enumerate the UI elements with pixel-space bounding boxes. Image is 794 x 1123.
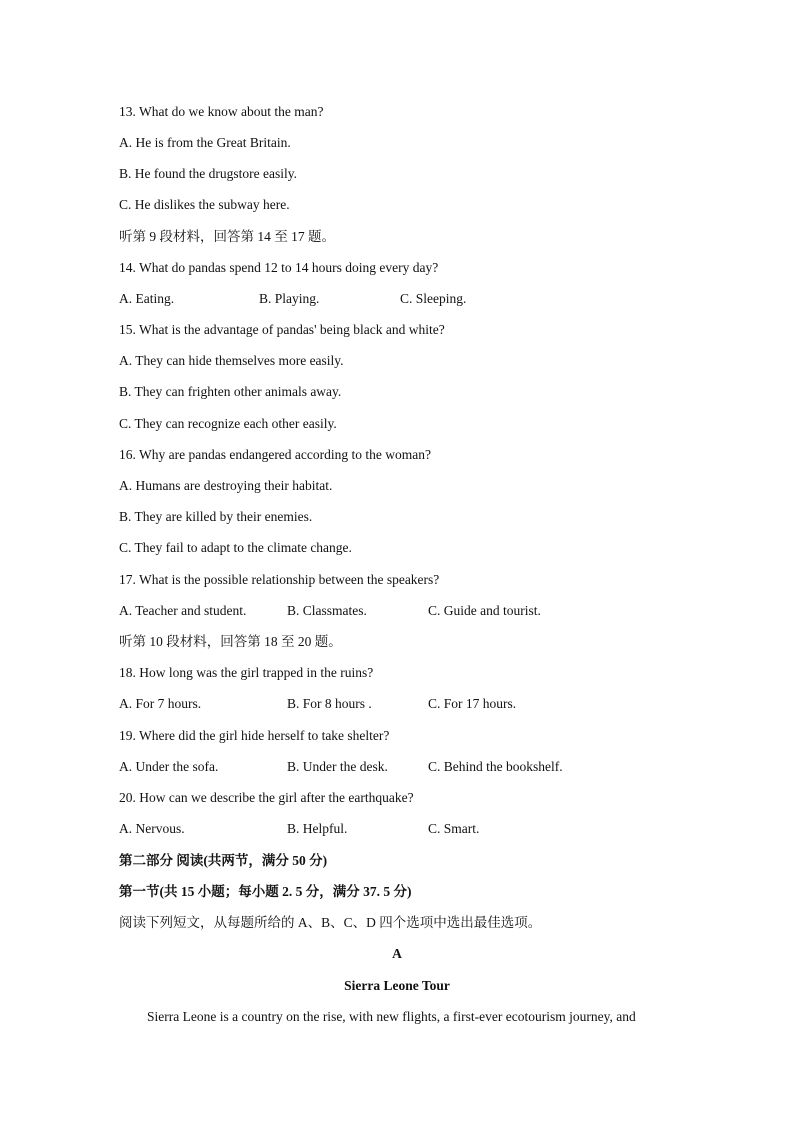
q14-option-a: A. Eating. <box>119 291 175 306</box>
passage-letter: A <box>392 946 402 961</box>
reading-instructions: 阅读下列短文，从每题所给的 A、B、C、D 四个选项中选出最佳选项。 <box>119 915 542 930</box>
question-16: 16. Why are pandas endangered according to the woman? <box>119 447 432 462</box>
q19-option-c: C. Behind the bookshelf. <box>428 759 563 774</box>
q13-option-a: A. He is from the Great Britain. <box>119 135 291 150</box>
q15-option-b: B. They can frighten other animals away. <box>119 384 342 399</box>
passage-paragraph: Sierra Leone is a country on the rise, with new flights, a first-ever ecotourism journey, and <box>147 1009 636 1024</box>
q14-option-c: C. Sleeping. <box>400 291 467 306</box>
question-17: 17. What is the possible relationship between the speakers? <box>119 572 440 587</box>
q15-option-a: A. They can hide themselves more easily. <box>119 353 344 368</box>
question-20: 20. How can we describe the girl after the earthquake? <box>119 790 414 805</box>
q20-option-a: A. Nervous. <box>119 821 185 836</box>
q18-option-a: A. For 7 hours. <box>119 696 202 711</box>
q15-option-c: C. They can recognize each other easily. <box>119 416 337 431</box>
question-13: 13. What do we know about the man? <box>119 104 324 119</box>
q13-option-b: B. He found the drugstore easily. <box>119 166 297 181</box>
q18-option-c: C. For 17 hours. <box>428 696 517 711</box>
question-19: 19. Where did the girl hide herself to take shelter? <box>119 728 390 743</box>
section-1-heading: 第一节(共 15 小题；每小题 2. 5 分，满分 37. 5 分) <box>119 884 412 899</box>
q13-option-c: C. He dislikes the subway here. <box>119 197 290 212</box>
q20-option-b: B. Helpful. <box>287 821 348 836</box>
q20-options <box>119 820 719 838</box>
q16-option-b: B. They are killed by their enemies. <box>119 509 313 524</box>
q16-option-c: C. They fail to adapt to the climate change. <box>119 540 352 555</box>
q14-options <box>119 290 719 308</box>
q18-options <box>119 695 719 713</box>
question-15: 15. What is the advantage of pandas' being black and white? <box>119 322 445 337</box>
q20-option-c: C. Smart. <box>428 821 480 836</box>
q19-option-a: A. Under the sofa. <box>119 759 219 774</box>
question-18: 18. How long was the girl trapped in the ruins? <box>119 665 374 680</box>
q16-option-a: A. Humans are destroying their habitat. <box>119 478 333 493</box>
q18-option-b: B. For 8 hours . <box>287 696 372 711</box>
part-2-heading: 第二部分 阅读(共两节，满分 50 分) <box>119 853 328 868</box>
q14-option-b: B. Playing. <box>259 291 320 306</box>
q17-option-c: C. Guide and tourist. <box>428 603 541 618</box>
q17-option-b: B. Classmates. <box>287 603 367 618</box>
question-14: 14. What do pandas spend 12 to 14 hours doing every day? <box>119 260 439 275</box>
section-10-instruction: 听第 10 段材料，回答第 18 至 20 题。 <box>119 634 342 649</box>
q17-options <box>119 602 719 620</box>
q19-option-b: B. Under the desk. <box>287 759 388 774</box>
q19-options <box>119 758 719 776</box>
q17-option-a: A. Teacher and student. <box>119 603 247 618</box>
section-9-instruction: 听第 9 段材料，回答第 14 至 17 题。 <box>119 229 335 244</box>
passage-title: Sierra Leone Tour <box>344 978 450 993</box>
